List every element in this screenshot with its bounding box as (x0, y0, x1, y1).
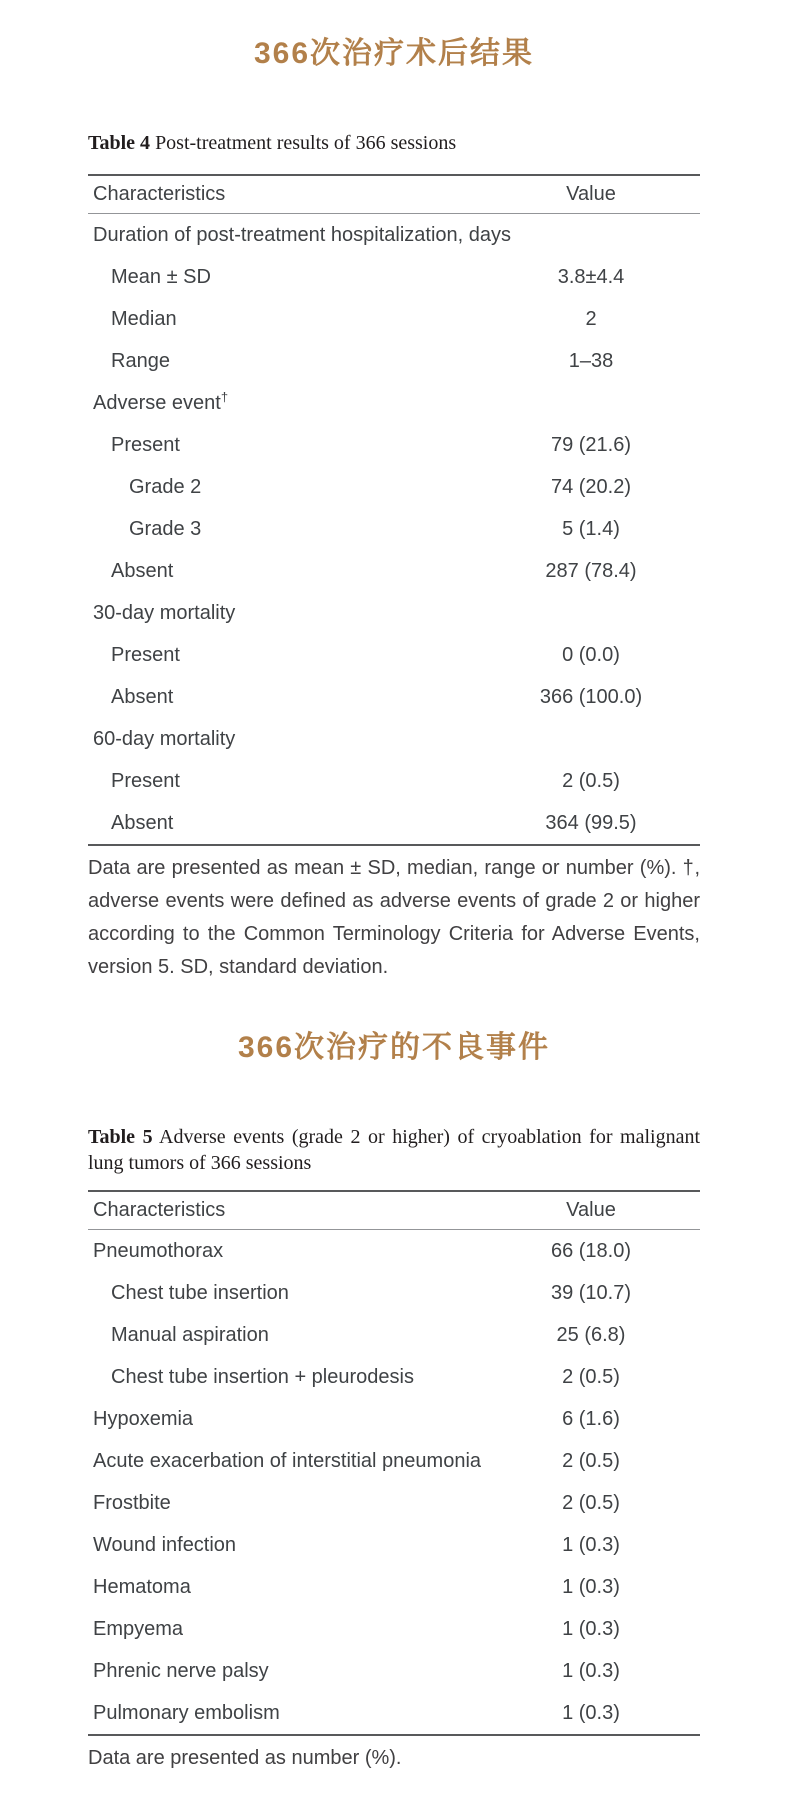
table5-caption-label: Table 5 (88, 1126, 153, 1148)
row-characteristic-label: Present (111, 769, 180, 792)
table-row (88, 508, 700, 550)
row-characteristic-label: Grade 3 (129, 517, 202, 540)
table-row (88, 382, 700, 424)
row-value: 287 (78.4) (545, 559, 637, 582)
row-value: 1–38 (568, 349, 614, 372)
row-value: 1 (0.3) (562, 1617, 620, 1640)
row-characteristic-label: Range (111, 349, 170, 372)
row-value: 5 (1.4) (562, 517, 620, 540)
table-row (88, 634, 700, 676)
table-row (88, 1272, 700, 1314)
table5-footnote: Data are presented as number (%). (88, 1747, 402, 1769)
table-row (88, 1692, 700, 1734)
row-characteristic-label: Wound infection (93, 1533, 237, 1556)
row-characteristic-label: Hypoxemia (93, 1407, 194, 1430)
row-value: 1 (0.3) (562, 1533, 620, 1556)
row-value: 66 (18.0) (550, 1239, 632, 1262)
row-characteristic-label: Empyema (93, 1617, 184, 1640)
row-characteristic-label: Phrenic nerve palsy (93, 1659, 269, 1682)
table-row (88, 1440, 700, 1482)
row-value: 364 (99.5) (545, 811, 637, 834)
row-value: 2 (0.5) (562, 769, 620, 792)
row-value: 1 (0.3) (562, 1575, 620, 1598)
table5-block (88, 1124, 700, 1775)
section2-heading: 366次治疗的不良事件 (237, 1031, 551, 1064)
table-row (88, 1650, 700, 1692)
row-characteristic-label: Manual aspiration (111, 1323, 269, 1346)
row-characteristic-label: Pneumothorax (93, 1239, 224, 1262)
table-row (88, 676, 700, 718)
row-characteristic-label: Absent (111, 811, 174, 834)
table4-body (88, 214, 700, 844)
table-row (88, 1356, 700, 1398)
table-row (88, 214, 700, 256)
table-row (88, 298, 700, 340)
page (88, 0, 700, 1775)
table-row (88, 802, 700, 844)
table4-caption (88, 130, 700, 156)
row-value: 79 (21.6) (550, 433, 632, 456)
table-row (88, 340, 700, 382)
row-characteristic-label: Grade 2 (129, 475, 202, 498)
table-row (88, 1566, 700, 1608)
table-row (88, 256, 700, 298)
table4-col-header-characteristics: Characteristics (93, 183, 226, 205)
table-row (88, 424, 700, 466)
table4-caption-label: Table 4 (88, 132, 151, 154)
table5-header-row (88, 1192, 700, 1230)
table-row (88, 1524, 700, 1566)
row-value: 3.8±4.4 (557, 265, 625, 288)
row-characteristic-label: 30-day mortality (93, 601, 236, 624)
row-value: 2 (0.5) (562, 1491, 620, 1514)
row-characteristic-label: Frostbite (93, 1491, 171, 1514)
table-row (88, 718, 700, 760)
row-value: 1 (0.3) (562, 1701, 620, 1724)
row-characteristic-label: Adverse event† (93, 388, 229, 414)
row-characteristic-label: 60-day mortality (93, 727, 236, 750)
table4-footnote: Data are presented as mean ± SD, median, range or number (%). †, adverse events were defined as adverse events of grade 2 or higher according to the Common Terminology Criteria for Adverse Events, version 5. SD, standard deviation. (88, 857, 700, 978)
table-row (88, 1230, 700, 1272)
row-characteristic-label: Pulmonary embolism (93, 1701, 280, 1724)
row-characteristic-label: Duration of post-treatment hospitalization, days (93, 223, 511, 246)
table-row (88, 592, 700, 634)
row-characteristic-label: Absent (111, 685, 174, 708)
section1-heading: 366次治疗术后结果 (253, 37, 535, 70)
row-characteristic-label: Hematoma (93, 1575, 191, 1598)
row-characteristic-label: Present (111, 643, 180, 666)
table5-body (88, 1230, 700, 1734)
table-row (88, 1608, 700, 1650)
row-value: 2 (0.5) (562, 1449, 620, 1472)
table5-col-header-value: Value (566, 1199, 616, 1221)
table4-col-header-value: Value (566, 183, 616, 205)
row-value: 6 (1.6) (562, 1407, 620, 1430)
row-characteristic-label: Absent (111, 559, 174, 582)
table4 (88, 174, 700, 846)
table-row (88, 1398, 700, 1440)
table-row (88, 1482, 700, 1524)
table4-block (88, 130, 700, 984)
table5-caption-text: Adverse events (grade 2 or higher) of cryoablation for malignant lung tumors of 366 sessions (88, 1126, 701, 1174)
row-value: 366 (100.0) (539, 685, 643, 708)
row-value: 2 (0.5) (562, 1365, 620, 1388)
table-row (88, 550, 700, 592)
table-row (88, 1314, 700, 1356)
row-characteristic-label: Present (111, 433, 180, 456)
table4-caption-text: Post-treatment results of 366 sessions (150, 132, 457, 154)
table5-col-header-characteristics: Characteristics (93, 1199, 226, 1221)
row-value: 0 (0.0) (562, 643, 620, 666)
row-characteristic-label: Acute exacerbation of interstitial pneumonia (93, 1449, 482, 1472)
row-characteristic-label: Mean ± SD (111, 265, 211, 288)
row-value: 25 (6.8) (556, 1323, 626, 1346)
table5-caption (88, 1124, 700, 1176)
row-value: 74 (20.2) (550, 475, 632, 498)
row-value: 1 (0.3) (562, 1659, 620, 1682)
table-row (88, 760, 700, 802)
row-value: 2 (585, 307, 597, 330)
row-characteristic-label: Median (111, 307, 177, 330)
row-characteristic-label: Chest tube insertion (111, 1281, 289, 1304)
table5 (88, 1190, 700, 1736)
row-value: 39 (10.7) (550, 1281, 632, 1304)
table-row (88, 466, 700, 508)
table4-header-row (88, 176, 700, 214)
row-characteristic-label: Chest tube insertion + pleurodesis (111, 1365, 414, 1388)
